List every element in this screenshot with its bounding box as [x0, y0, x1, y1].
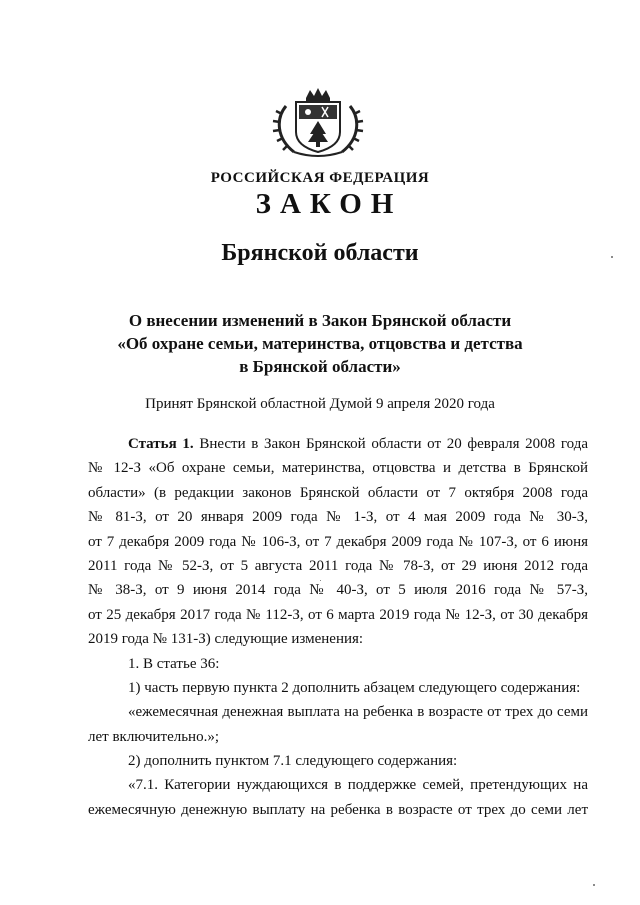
body-line: 2) дополнить пунктом 7.1 следующего содержания: — [128, 753, 458, 770]
body-line: области» (в редакции законов Брянской области от 7 октября 2008 года — [88, 484, 588, 501]
body-line: 1) часть первую пункта 2 дополнить абзацем следующего содержания: — [128, 679, 581, 696]
article-label: Статья 1. — [128, 436, 194, 452]
scan-speck — [611, 256, 613, 258]
body-line: «7.1. Категории нуждающихся в поддержке семей, претендующих на — [128, 777, 588, 794]
body-line: Статья 1. Внести в Закон Брянской области от 20 февраля 2008 года — [128, 436, 588, 452]
body-line: 1. В статье 36: — [128, 655, 220, 672]
coat-of-arms-emblem — [272, 88, 364, 158]
scan-speck — [320, 580, 321, 581]
body-line: лет включительно.»; — [88, 728, 219, 745]
law-title-line-3: в Брянской области» — [239, 357, 401, 376]
body-line: от 25 декабря 2017 года № 112-З, от 6 марта 2019 года № 12-З, от 30 декабря — [88, 606, 588, 623]
body-line: № 12-З «Об охране семьи, материнства, отцовства и детства в Брянской — [88, 460, 588, 477]
region-name: Брянской области — [221, 240, 419, 266]
country-name: РОССИЙСКАЯ ФЕДЕРАЦИЯ — [210, 170, 430, 186]
scan-speck — [593, 884, 595, 886]
body-line: 2011 года № 52-З, от 5 августа 2011 года № 78-З, от 29 июня 2012 года — [88, 557, 588, 574]
document-type: ЗАКОН — [255, 188, 403, 220]
adoption-statement: Принят Брянской областной Думой 9 апреля 2020 года — [145, 396, 495, 412]
article-body — [88, 432, 588, 822]
law-title-line-2: «Об охране семьи, материнства, отцовства и детства — [117, 334, 523, 353]
body-line: «ежемесячная денежная выплата на ребенка в возрасте от трех до семи — [128, 704, 588, 721]
body-line: от 7 декабря 2009 года № 106-З, от 7 декабря 2009 года № 107-З, от 6 июня — [88, 533, 588, 550]
body-line: ежемесячную денежную выплату на ребенка в возрасте от трех до семи лет — [88, 801, 588, 818]
law-title-line-1: О внесении изменений в Закон Брянской области — [128, 311, 512, 330]
body-line: № 38-З, от 9 июня 2014 года № 40-З, от 5 июля 2016 года № 57-З, — [88, 582, 588, 599]
body-line: 2019 года № 131-З) следующие изменения: — [88, 631, 364, 648]
body-line: № 81-З, от 20 января 2009 года № 1-З, от 4 мая 2009 года № 30-З, — [88, 509, 588, 526]
